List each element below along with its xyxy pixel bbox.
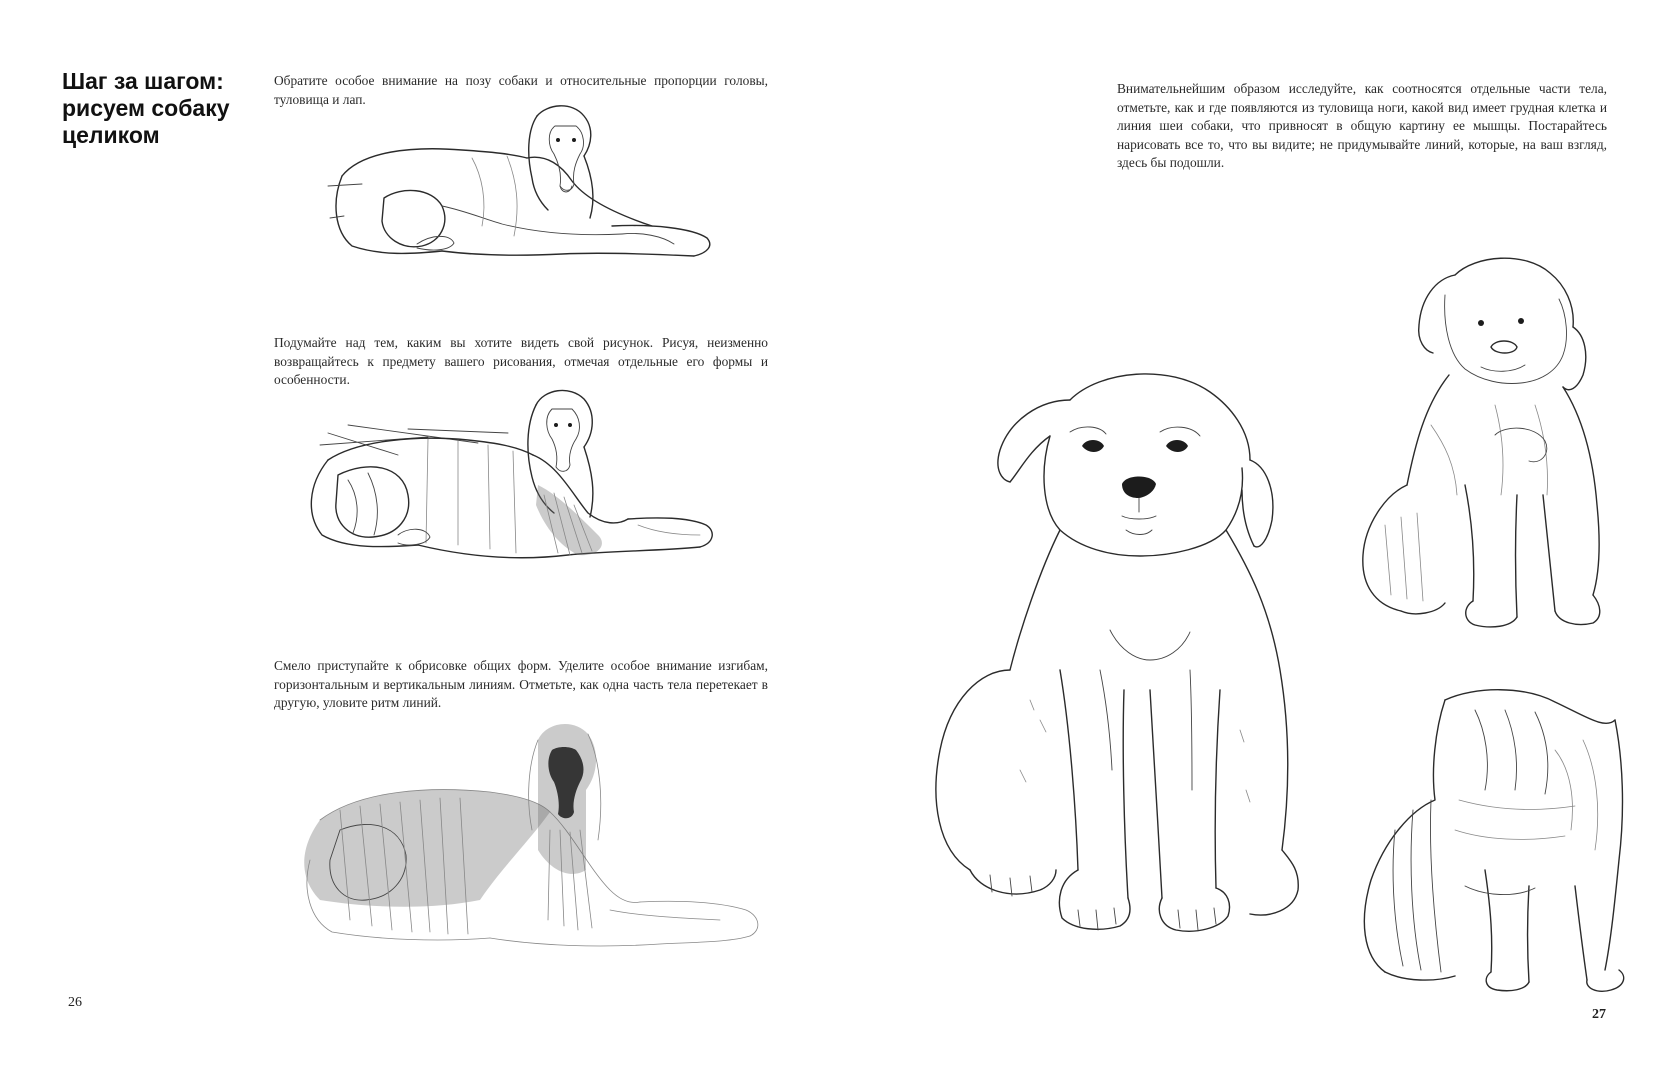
- sitting-puppy-drawing: [910, 370, 1360, 990]
- lying-dog-sketch-stage-3: [280, 720, 770, 990]
- heading-line: целиком: [62, 122, 160, 148]
- heading-line: рисуем собаку: [62, 95, 230, 121]
- heading-line: Шаг за шагом:: [62, 68, 224, 94]
- sitting-dog-construction-sketch: [1335, 690, 1645, 990]
- page-number: 26: [68, 995, 82, 1010]
- lying-dog-sketch-stage-2: [308, 385, 758, 615]
- instruction-paragraph-3: Смело приступайте к обрисовке общих форм. Уделите особое внимание изгибам, горизонтальным и вертикальным линиям. Отметьте, как одна часть тела перетекает в другую, уловите ритм линий.: [274, 658, 768, 710]
- instruction-paragraph-4: Внимательнейшим образом исследуйте, как соотносятся отдельные части тела, отметьте, как и где появляются из туловища ноги, какой вид имеет грудная клетка и линия шеи собаки, что привносят в общую картину ее мышцы. Постарайтесь нарисовать все то, что вы видите; не придумывайте линий, которые, на ваш взгляд, здесь бы подошли.: [1117, 81, 1607, 170]
- sitting-dog-sketch: [1345, 255, 1645, 625]
- page-number: 27: [1592, 1007, 1606, 1022]
- instruction-paragraph-1: Обратите особое внимание на позу собаки и относительные пропорции головы, туловища и лап.: [274, 73, 768, 107]
- page-heading: [62, 68, 262, 149]
- instruction-paragraph-2: Подумайте над тем, каким вы хотите видеть свой рисунок. Рисуя, неизменно возвращайтесь к предмету вашего рисования, отмечая отдельные его формы и особенности.: [274, 335, 768, 387]
- lying-dog-sketch-stage-1: [322, 106, 742, 276]
- right-page: [840, 0, 1679, 1080]
